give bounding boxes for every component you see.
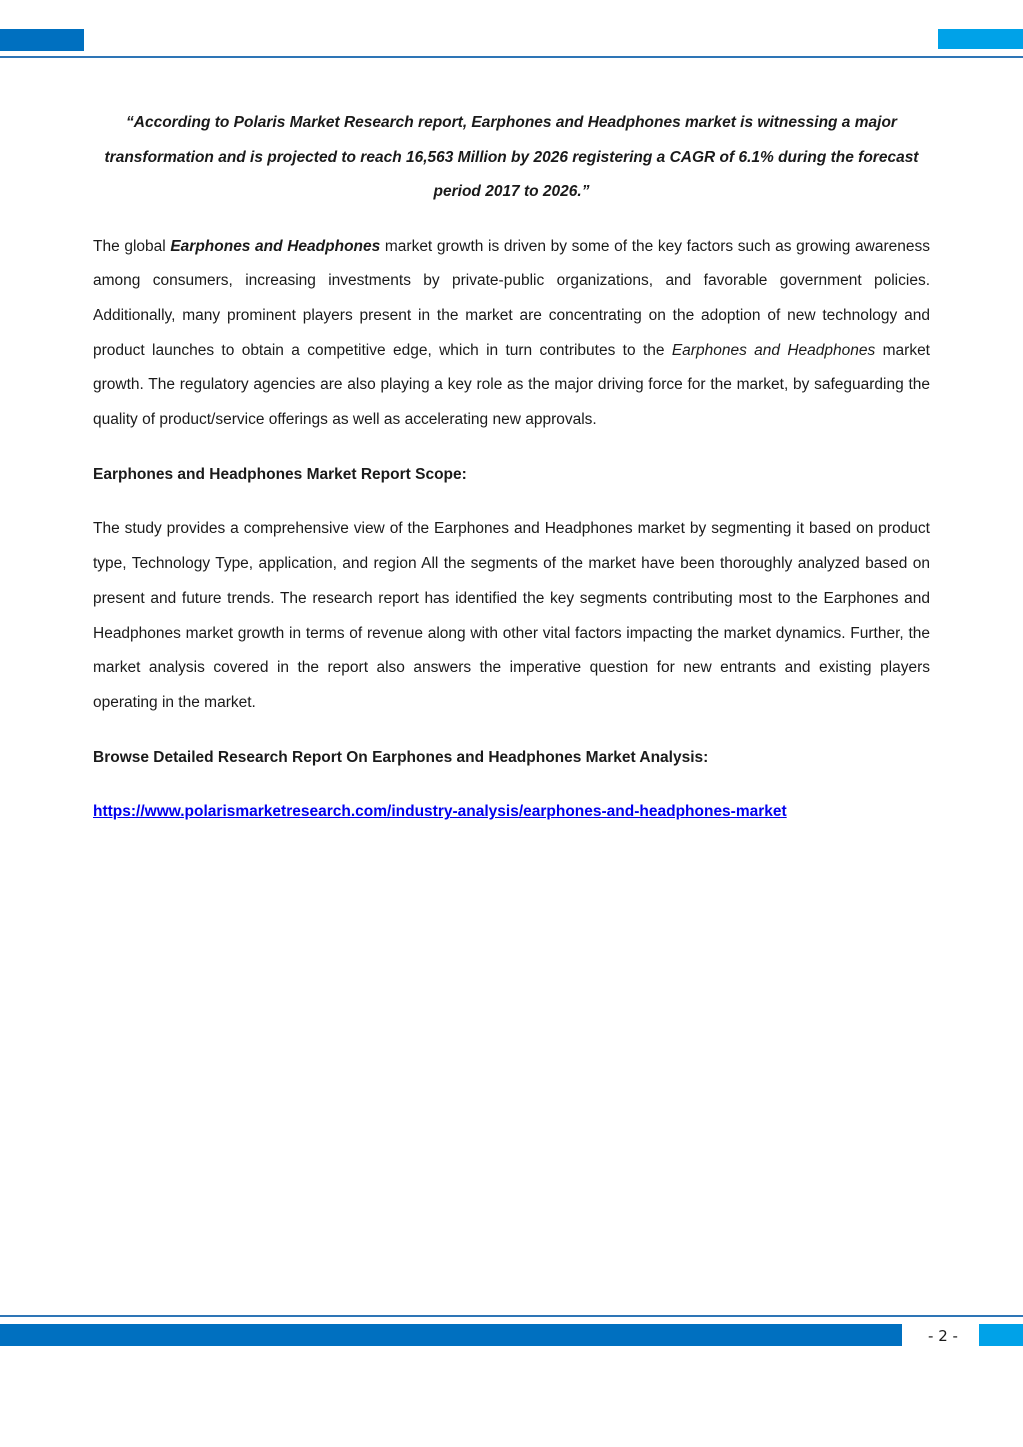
report-scope-heading: Earphones and Headphones Market Report Scope: — [93, 465, 467, 483]
report-link[interactable]: https://www.polarismarketresearch.com/industry-analysis/earphones-and-headphones-market — [93, 803, 787, 821]
report-scope-paragraph: The study provides a comprehensive view of the Earphones and Headphones market by segmenting it based on product type, Technology Type, application, and region All the segments of the market have been thoroughly analyzed based on present and future trends. The research report has identified the key segments contributing most to the Earphones and Headphones market growth in terms of revenue along with other vital factors impacting the market dynamics. Further, the market analysis covered in the report also answers the imperative question for new entrants and existing players operating in the market. — [93, 520, 930, 711]
footer-rule — [0, 1315, 1023, 1317]
para1-emphasis-2: Earphones and Headphones — [671, 341, 876, 359]
header-rule — [0, 56, 1023, 58]
para1-emphasis-1: Earphones and Headphones — [170, 237, 381, 255]
header-accent-right — [938, 29, 1023, 49]
header-accent-left — [0, 29, 84, 51]
intro-quote: “According to Polaris Market Research report, Earphones and Headphones market is witnessing a major transformation and is projected to reach 16,563 Million by 2026 registering a CAGR of 6.1% during the forecast period 2017 to 2026.” — [104, 114, 919, 200]
footer-bar — [0, 1324, 902, 1346]
para1-text-1: The global — [93, 237, 171, 255]
page-number: - 2 - — [928, 1327, 958, 1345]
footer-accent-right — [979, 1324, 1023, 1346]
para1-text-2: market growth is driven by some of the key factors such as growing awareness among consumers, increasing investments by private-public organizations, and favorable government policies. Additionally, many prominent players present in the market are concentrating on the adoption of new technology and product launches to obtain a competitive edge, which in turn contributes to the — [93, 237, 930, 359]
browse-report-heading: Browse Detailed Research Report On Earphones and Headphones Market Analysis: — [93, 748, 709, 766]
market-drivers-paragraph — [93, 230, 930, 438]
page-content — [93, 106, 930, 830]
para1-text-3: market growth. The regulatory agencies are also playing a key role as the major driving force for the market, by safeguarding the quality of product/service offerings as well as accelerating new approvals. — [93, 341, 930, 429]
